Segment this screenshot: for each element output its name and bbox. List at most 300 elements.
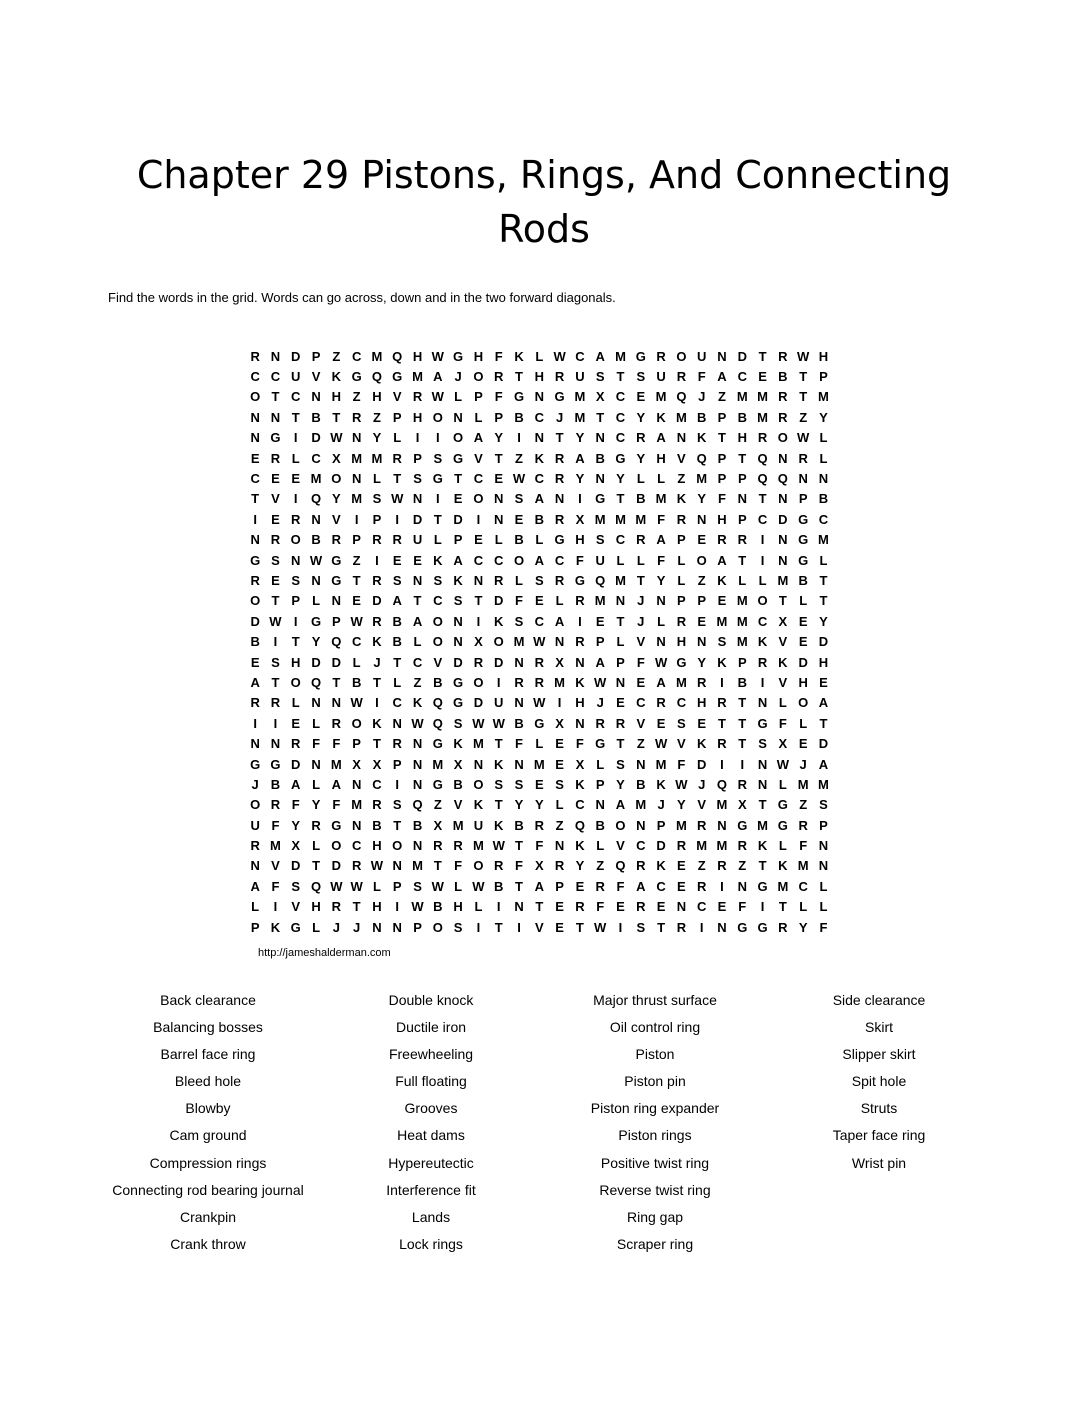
grid-cell: C [575, 348, 585, 364]
grid-cell: A [250, 674, 260, 690]
grid-cell: S [595, 369, 605, 385]
grid-cell: W [370, 858, 384, 874]
grid-cell: D [453, 654, 463, 670]
grid-cell: L [454, 389, 463, 405]
grid-cell: P [819, 369, 828, 385]
grid-cell: O [473, 369, 484, 385]
grid-cell: N [636, 817, 646, 833]
grid-cell: C [534, 409, 544, 425]
grid-cell: M [412, 369, 423, 385]
grid-cell: I [496, 899, 501, 915]
grid-cell: L [596, 838, 605, 854]
word-item: Wrist pin [851, 1154, 907, 1171]
grid-cell: S [291, 878, 301, 894]
grid-cell: D [737, 348, 747, 364]
grid-cell: K [270, 919, 281, 935]
grid-cell: O [513, 552, 525, 568]
grid-cell: T [616, 613, 625, 629]
grid-row [245, 917, 834, 937]
grid-cell: A [392, 593, 402, 609]
grid-cell: N [250, 858, 260, 874]
grid-cell: T [494, 919, 503, 935]
grid-cell: M [371, 348, 383, 364]
grid-cell: H [737, 430, 747, 446]
grid-cell: U [473, 817, 484, 833]
grid-cell: L [778, 838, 787, 854]
grid-cell: L [555, 593, 564, 609]
grid-cell: M [777, 878, 789, 894]
grid-cell: W [492, 838, 505, 854]
grid-cell: T [738, 715, 747, 731]
grid-cell: T [738, 552, 747, 568]
grid-cell: Q [757, 471, 768, 487]
page-title: Chapter 29 Pistons, Rings, And Connecting Rods [136, 153, 952, 251]
grid-cell: A [554, 613, 565, 629]
grid-cell: H [291, 654, 301, 670]
grid-cell: Z [718, 389, 726, 405]
grid-cell: I [476, 511, 481, 527]
grid-cell: S [291, 572, 301, 588]
grid-cell: N [595, 430, 605, 446]
grid-cell: L [251, 899, 260, 915]
grid-cell: B [696, 409, 707, 425]
grid-cell: B [494, 878, 504, 894]
grid-cell: C [696, 899, 707, 915]
grid-cell: H [372, 838, 382, 854]
grid-cell: T [555, 430, 564, 446]
grid-cell: I [578, 613, 582, 629]
grid-cell: L [291, 450, 300, 466]
grid-cell: R [554, 471, 565, 487]
grid-cell: N [250, 532, 260, 548]
grid-row [245, 346, 834, 366]
grid-cell: F [636, 654, 645, 670]
grid-row [245, 489, 834, 509]
grid-cell: O [696, 552, 707, 568]
grid-cell: B [392, 634, 402, 650]
grid-cell: T [352, 899, 361, 915]
grid-cell: G [737, 817, 748, 833]
grid-cell: A [453, 552, 463, 568]
grid-cell: V [271, 491, 280, 507]
grid-cell: H [311, 899, 321, 915]
grid-cell: R [778, 409, 788, 425]
grid-cell: F [799, 838, 808, 854]
grid-cell: I [354, 511, 359, 527]
grid-row [245, 428, 834, 448]
grid-cell: M [757, 409, 768, 425]
grid-cell: D [798, 654, 808, 670]
grid-cell: M [533, 756, 545, 772]
grid-cell: P [737, 511, 747, 527]
grid-cell: C [534, 471, 544, 487]
grid-cell: M [513, 634, 525, 650]
grid-cell: Q [371, 369, 382, 385]
word-item: Side clearance [832, 992, 926, 1008]
word-item: Piston pin [624, 1073, 686, 1090]
grid-cell: W [411, 899, 424, 915]
grid-cell: D [291, 756, 301, 772]
grid-cell: N [818, 471, 829, 487]
grid-cell: R [311, 817, 321, 833]
grid-cell: N [453, 613, 463, 629]
grid-cell: C [473, 471, 484, 487]
grid-cell: L [799, 593, 808, 609]
grid-cell: G [798, 552, 809, 568]
grid-cell: T [291, 409, 300, 425]
grid-cell: W [350, 695, 363, 711]
grid-cell: T [474, 593, 483, 609]
grid-cell: R [778, 389, 788, 405]
grid-cell: R [250, 838, 260, 854]
grid-cell: G [757, 878, 768, 894]
grid-cell: P [677, 593, 686, 609]
grid-cell: I [273, 715, 278, 731]
grid-cell: L [819, 899, 828, 915]
grid-cell: G [331, 817, 342, 833]
grid-cell: X [778, 613, 788, 629]
grid-cell: O [473, 674, 484, 690]
grid-cell: I [436, 430, 440, 446]
grid-cell: N [392, 858, 402, 874]
grid-cell: G [250, 552, 261, 568]
letter-grid [245, 346, 834, 937]
grid-cell: R [433, 838, 443, 854]
grid-cell: M [797, 858, 809, 874]
grid-cell: L [494, 532, 503, 548]
grid-cell: E [636, 674, 646, 690]
grid-cell: R [575, 634, 585, 650]
grid-cell: M [330, 756, 342, 772]
grid-cell: E [271, 511, 280, 527]
grid-cell: D [331, 654, 342, 670]
grid-cell: T [819, 593, 828, 609]
grid-cell: B [514, 532, 524, 548]
grid-cell: E [697, 532, 707, 548]
grid-cell: B [636, 776, 646, 792]
grid-cell: K [778, 654, 788, 670]
grid-cell: F [738, 899, 747, 915]
grid-cell: J [251, 776, 259, 792]
grid-cell: N [818, 858, 829, 874]
grid-cell: R [676, 369, 687, 385]
grid-cell: G [331, 572, 342, 588]
grid-cell: N [331, 593, 342, 609]
grid-cell: O [250, 593, 261, 609]
grid-cell: A [412, 613, 423, 629]
grid-cell: N [595, 797, 605, 813]
grid-cell: P [494, 409, 504, 425]
grid-cell: K [412, 695, 423, 711]
grid-cell: X [433, 817, 443, 833]
grid-cell: Y [311, 797, 321, 813]
grid-cell: K [696, 736, 707, 752]
grid-cell: G [554, 389, 565, 405]
grid-cell: N [311, 756, 321, 772]
grid-cell: L [677, 552, 686, 568]
grid-cell: N [696, 511, 707, 527]
grid-cell: E [697, 613, 707, 629]
grid-cell: M [351, 450, 363, 466]
grid-cell: H [575, 695, 585, 711]
grid-cell: G [270, 756, 281, 772]
grid-cell: A [291, 776, 301, 792]
grid-cell: Y [697, 491, 707, 507]
grid-cell: B [311, 532, 321, 548]
grid-cell: N [514, 654, 524, 670]
grid-cell: K [433, 552, 443, 568]
grid-cell: Z [799, 409, 808, 425]
grid-cell: N [331, 695, 342, 711]
grid-cell: M [736, 634, 748, 650]
grid-cell: F [494, 389, 503, 405]
grid-cell: F [515, 858, 523, 874]
grid-cell: E [616, 899, 625, 915]
grid-cell: R [554, 369, 565, 385]
word-item: Freewheeling [388, 1046, 474, 1063]
grid-cell: S [717, 634, 727, 650]
word-item: Positive twist ring [600, 1154, 710, 1171]
grid-cell: T [758, 491, 767, 507]
grid-cell: P [717, 409, 727, 425]
grid-cell: R [778, 348, 788, 364]
grid-cell: T [251, 491, 260, 507]
grid-cell: A [656, 532, 666, 548]
grid-cell: I [720, 756, 724, 772]
grid-cell: I [293, 613, 298, 629]
grid-row [245, 448, 834, 468]
grid-cell: L [535, 348, 544, 364]
grid-cell: E [636, 389, 646, 405]
grid-cell: U [595, 552, 605, 568]
grid-cell: T [758, 797, 767, 813]
grid-cell: R [554, 511, 565, 527]
grid-cell: N [717, 919, 727, 935]
grid-cell: S [595, 532, 605, 548]
grid-cell: Q [310, 878, 322, 894]
grid-cell: X [291, 838, 301, 854]
grid-row [245, 387, 834, 407]
grid-cell: N [494, 511, 504, 527]
grid-cell: G [331, 552, 342, 568]
grid-cell: V [474, 450, 483, 466]
grid-cell: E [474, 532, 483, 548]
grid-cell: K [494, 756, 504, 772]
grid-cell: M [777, 572, 789, 588]
grid-row [245, 754, 834, 774]
word-item: Piston rings [618, 1127, 692, 1144]
grid-cell: B [453, 776, 463, 792]
grid-cell: D [494, 654, 504, 670]
grid-cell: N [250, 736, 260, 752]
grid-cell: E [291, 715, 301, 731]
grid-cell: T [819, 715, 828, 731]
grid-cell: T [393, 817, 402, 833]
grid-cell: G [250, 756, 261, 772]
grid-cell: E [534, 593, 544, 609]
grid-cell: E [352, 593, 361, 609]
word-item: Balancing bosses [153, 1019, 263, 1036]
grid-cell: K [575, 776, 585, 792]
grid-cell: M [736, 593, 748, 609]
grid-cell: R [798, 450, 808, 466]
grid-cell: M [655, 756, 667, 772]
word-item: Compression rings [149, 1154, 267, 1171]
grid-cell: C [250, 369, 260, 385]
grid-cell: I [293, 430, 298, 446]
grid-cell: W [512, 471, 526, 487]
grid-cell: K [717, 572, 727, 588]
grid-cell: Y [575, 858, 585, 874]
word-item: Interference fit [386, 1181, 476, 1198]
grid-cell: I [415, 430, 420, 446]
grid-cell: R [351, 409, 362, 425]
grid-cell: M [736, 389, 748, 405]
word-item: Spit hole [851, 1073, 907, 1090]
grid-cell: M [757, 389, 768, 405]
grid-cell: E [758, 369, 767, 385]
word-item: Connecting rod bearing journal [112, 1181, 304, 1198]
grid-cell: S [453, 593, 463, 609]
grid-cell: R [798, 817, 808, 833]
grid-cell: N [453, 634, 463, 650]
grid-cell: T [758, 858, 767, 874]
grid-cell: H [696, 695, 707, 711]
grid-cell: C [291, 389, 301, 405]
grid-cell: N [311, 572, 321, 588]
grid-cell: I [557, 695, 562, 711]
word-item: Lands [411, 1208, 451, 1225]
word-item: Grooves [404, 1100, 458, 1117]
grid-cell: I [476, 613, 481, 629]
grid-cell: B [433, 899, 443, 915]
grid-cell: Y [534, 797, 544, 813]
grid-cell: I [395, 776, 400, 792]
grid-cell: M [696, 471, 708, 487]
grid-row [245, 795, 834, 815]
grid-cell: C [392, 695, 402, 711]
grid-cell: J [353, 919, 361, 935]
grid-cell: X [474, 634, 483, 650]
grid-cell: Q [595, 572, 606, 588]
grid-row [245, 876, 834, 896]
grid-cell: L [535, 532, 544, 548]
grid-cell: N [270, 348, 281, 364]
grid-cell: N [676, 430, 687, 446]
grid-cell: Y [636, 450, 646, 466]
grid-cell: P [798, 491, 808, 507]
grid-cell: K [372, 634, 382, 650]
grid-cell: L [819, 878, 828, 894]
grid-cell: T [515, 369, 523, 385]
grid-cell: D [494, 593, 504, 609]
grid-cell: S [453, 919, 463, 935]
grid-cell: K [494, 817, 504, 833]
grid-cell: R [636, 532, 646, 548]
grid-cell: T [738, 736, 747, 752]
grid-cell: I [517, 919, 521, 935]
grid-cell: T [271, 389, 280, 405]
grid-cell: Q [574, 817, 585, 833]
grid-cell: N [270, 736, 281, 752]
grid-cell: A [717, 369, 727, 385]
grid-cell: W [309, 552, 323, 568]
grid-cell: N [412, 736, 423, 752]
grid-cell: H [818, 654, 829, 670]
grid-cell: L [657, 471, 666, 487]
grid-cell: W [654, 736, 668, 752]
word-item: Double knock [388, 992, 474, 1008]
grid-cell: E [616, 695, 625, 711]
grid-cell: J [657, 797, 665, 813]
grid-cell: H [575, 532, 585, 548]
grid-cell: Q [331, 634, 342, 650]
grid-cell: R [636, 430, 646, 446]
grid-cell: M [351, 491, 363, 507]
grid-cell: R [291, 511, 301, 527]
grid-cell: R [676, 919, 687, 935]
grid-cell: M [412, 858, 423, 874]
grid-cell: S [555, 776, 564, 792]
grid-cell: L [291, 695, 300, 711]
grid-cell: R [534, 817, 544, 833]
grid-cell: Y [636, 409, 646, 425]
grid-cell: O [290, 674, 301, 690]
grid-cell: V [433, 654, 443, 670]
grid-cell: A [331, 776, 342, 792]
grid-cell: F [332, 736, 341, 752]
grid-cell: L [312, 776, 321, 792]
grid-cell: L [778, 776, 787, 792]
grid-cell: E [656, 899, 666, 915]
grid-cell: R [554, 858, 565, 874]
grid-cell: F [819, 919, 828, 935]
grid-cell: P [555, 878, 564, 894]
grid-cell: E [392, 552, 402, 568]
grid-cell: N [798, 471, 808, 487]
word-column [88, 990, 328, 1261]
grid-cell: H [412, 348, 423, 364]
grid-cell: T [616, 369, 625, 385]
grid-cell: R [412, 389, 423, 405]
grid-cell: E [494, 471, 504, 487]
grid-cell: O [493, 634, 504, 650]
grid-row [245, 897, 834, 917]
grid-cell: P [677, 532, 686, 548]
grid-cell: T [494, 736, 503, 752]
grid-cell: F [312, 736, 321, 752]
grid-cell: W [350, 613, 363, 629]
grid-cell: L [799, 899, 808, 915]
grid-cell: N [351, 471, 362, 487]
grid-cell: H [331, 389, 342, 405]
grid-cell: M [472, 838, 484, 854]
grid-row [245, 591, 834, 611]
grid-cell: N [351, 430, 362, 446]
grid-cell: C [433, 593, 443, 609]
grid-cell: T [799, 389, 808, 405]
grid-cell: N [615, 593, 626, 609]
grid-row [245, 672, 834, 692]
grid-cell: L [312, 919, 321, 935]
grid-cell: C [615, 532, 626, 548]
grid-cell: J [698, 776, 706, 792]
grid-cell: N [412, 572, 423, 588]
grid-cell: T [352, 572, 361, 588]
grid-cell: R [291, 736, 301, 752]
grid-cell: K [778, 858, 788, 874]
grid-cell: L [778, 695, 787, 711]
